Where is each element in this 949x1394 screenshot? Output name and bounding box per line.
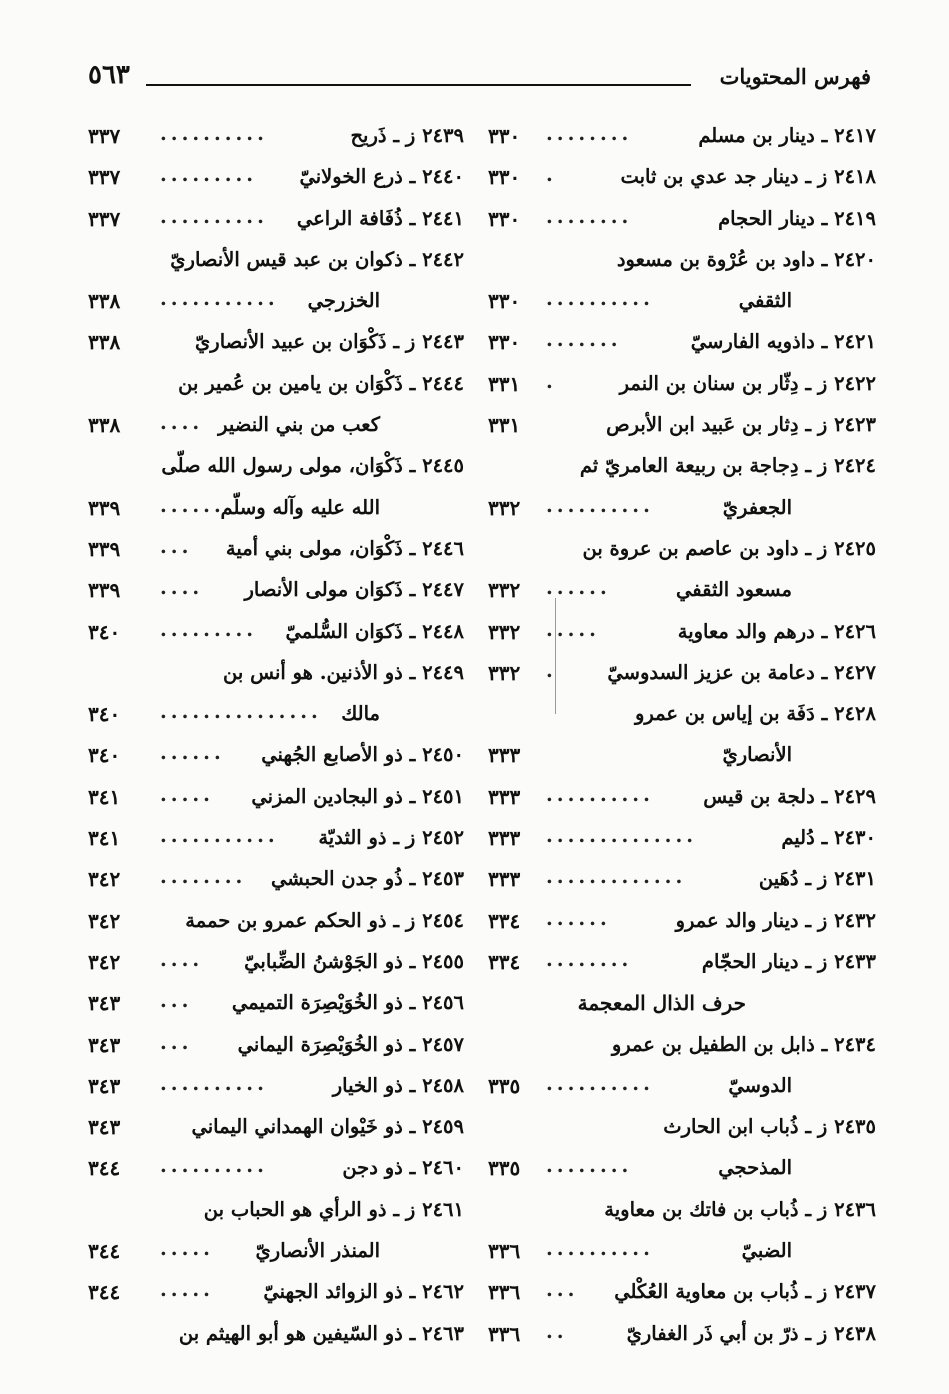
index-entry [488, 861, 876, 902]
page-reference: ٣٣٢ [488, 660, 521, 685]
page-reference: ٣٣٠ [488, 330, 521, 355]
entry-text: ٢٤١٨ ز ـ دينار جد عدي بن ثابت [620, 165, 876, 189]
page-reference: ٣٣٤ [488, 949, 521, 974]
entry-text: الثقفي [738, 289, 792, 313]
dot-leader: .......... [546, 287, 654, 311]
dot-leader: . [546, 369, 557, 393]
entry-text: ٢٤١٧ ـ دينار بن مسلم [698, 124, 876, 147]
page-reference: ٣٣١ [488, 413, 521, 438]
index-entry [488, 1192, 876, 1233]
dot-leader: ...... [546, 576, 611, 600]
page-reference: ٣٣٥ [488, 1156, 521, 1181]
page-reference: ٣٣٠ [488, 206, 521, 231]
index-entry [488, 1233, 876, 1274]
page-reference: ٣٣٣ [488, 784, 521, 809]
index-entry [88, 1068, 464, 1109]
entry-text: ٢٤٤٦ ـ ذَكْوَان، مولى بني أمية [225, 536, 464, 560]
entry-text: ٢٤٣٤ ـ ذابل بن الطفيل بن عمرو [611, 1032, 876, 1056]
dot-leader: ......... [160, 617, 258, 641]
entry-text: ٢٤٤١ ـ ذُفَافة الراعي [296, 206, 464, 230]
entry-text: ٢٤٦١ ز ـ ذو الرأي هو الحباب بن [203, 1197, 464, 1221]
entry-text: ٢٤٤٩ ـ ذو الأذنين. هو أنس بن [223, 660, 464, 684]
entry-text: ٢٤٤٢ ـ ذكوان بن عبد قيس الأنصاريّ [170, 247, 464, 271]
index-entry [88, 1316, 464, 1357]
entry-text: المذحجي [718, 1156, 792, 1180]
index-entry [88, 1274, 464, 1315]
page-reference: ٣٣٩ [88, 578, 121, 603]
page-reference: ٣٤٣ [88, 1032, 121, 1057]
index-entry [488, 737, 876, 778]
entry-text: ٢٤٣٣ ز ـ دينار الحجّام [701, 949, 876, 973]
index-entry [88, 448, 464, 489]
dot-leader: ..... [160, 1278, 214, 1302]
entry-text: ٢٤٣٢ ز ـ دينار والد عمرو [675, 908, 876, 932]
page-reference: ٣٣٢ [488, 578, 521, 603]
dot-leader: .... [160, 576, 204, 600]
dot-leader: ... [546, 1278, 579, 1302]
page-reference: ٣٣٧ [88, 165, 121, 190]
index-entry [88, 366, 464, 407]
dot-leader: ..... [160, 1237, 214, 1261]
dot-leader: .. [546, 1319, 568, 1343]
dot-leader: ....... [546, 328, 622, 352]
dot-leader: .......... [546, 1237, 654, 1261]
entry-text: ٢٤٢٨ ـ دَفَة بن إياس بن عمرو [634, 702, 876, 726]
header-rule [146, 84, 691, 86]
entry-text: الجعفريّ [722, 495, 792, 519]
entry-text: ٢٤٤٤ ـ ذَكْوَان بن يامين بن عُمير بن [178, 371, 464, 395]
dot-leader: ............. [546, 865, 687, 889]
page-reference: ٣٤٢ [88, 867, 121, 892]
entry-text: ٢٤٢٣ ز ـ دِثار بن عَبيد ابن الأبرص [606, 413, 876, 437]
dot-leader: .......... [160, 122, 268, 145]
page-reference: ٣٣٩ [88, 495, 121, 520]
entry-text: ٢٤٢٥ ز ـ داود بن عاصم بن عروة بن [582, 536, 876, 560]
page-reference: ٣٣٦ [488, 1239, 521, 1264]
dot-leader: .... [160, 411, 204, 435]
entry-text: الضبيّ [741, 1239, 792, 1263]
dot-leader: ........ [546, 1154, 633, 1178]
page-reference: ٣٣٣ [488, 826, 521, 851]
entry-text: ٢٤٥٥ ـ ذو الجَوْشنُ الضِّبابيّ [244, 949, 464, 973]
entry-text: ٢٤٣٦ ز ـ ذُباب بن فاتك بن معاوية [604, 1197, 876, 1221]
entry-text: ٢٤٣١ ز ـ دُهَين [758, 867, 876, 891]
index-entry [88, 696, 464, 737]
index-entry [488, 1068, 876, 1109]
entry-text: ٢٤٣٧ ز ـ ذُباب بن معاوية العُكْلي [614, 1280, 876, 1304]
page-number: ٥٦٣ [88, 60, 130, 90]
page-reference: ٣٤٤ [88, 1280, 121, 1305]
page-reference: ٣٣٥ [488, 1073, 521, 1098]
dot-leader: ...... [160, 741, 225, 765]
page-reference: ٣٤٤ [88, 1239, 121, 1264]
index-entry [88, 242, 464, 283]
entry-text: ٢٤٤٣ ز ـ ذَكْوَان بن عبيد الأنصاريّ [195, 330, 464, 354]
page-reference: ٣٣٤ [488, 908, 521, 933]
page-reference: ٣٣٧ [88, 206, 121, 231]
index-entry [88, 283, 464, 324]
index-entry [488, 531, 876, 572]
page-reference: ٣٤٣ [88, 1115, 121, 1140]
entry-text: ٢٤٢١ ـ داذويه الفارسيّ [690, 330, 876, 354]
page-reference: ٣٤٤ [88, 1156, 121, 1181]
entry-text: مسعود الثقفي [675, 578, 792, 602]
dot-leader: . [546, 658, 557, 682]
entry-text: ٢٤٥٣ ـ ذُو جدن الحبشي [271, 867, 464, 891]
index-entry [488, 820, 876, 861]
entry-text: ٢٤٢٩ ـ دلجة بن قيس [703, 784, 876, 808]
page-reference: ٣٤٠ [88, 743, 121, 768]
index-entry [488, 614, 876, 655]
entry-text: ٢٤٥١ ـ ذو البجادين المزني [251, 784, 464, 808]
page-reference: ٣٤٠ [88, 702, 121, 727]
page-reference: ٣٣٩ [88, 536, 121, 561]
entry-text: ٢٤٤٠ ـ ذرع الخولانيّ [299, 165, 464, 189]
index-entry [88, 614, 464, 655]
index-entry [88, 324, 464, 365]
scan-crease-line [555, 598, 556, 714]
page-reference: ٣٣٧ [88, 124, 121, 148]
page-reference: ٣٣٢ [488, 619, 521, 644]
index-entry [488, 366, 876, 407]
entry-text: ٢٤٣٨ ز ـ ذرّ بن أبي ذَر الغفاريّ [626, 1321, 876, 1345]
section-heading [488, 985, 876, 1026]
dot-leader: ... [160, 534, 193, 558]
index-entry [488, 324, 876, 365]
index-entry [488, 407, 876, 448]
index-entry [88, 201, 464, 242]
entry-text: ٢٤٥٧ ـ ذو الخُوَيْصِرَة اليماني [237, 1032, 464, 1056]
dot-leader: ........ [160, 865, 247, 889]
index-entry [88, 572, 464, 613]
dot-leader: ...... [160, 493, 225, 517]
page-reference: ٣٤٠ [88, 619, 121, 644]
section-heading-text: حرف الذال المعجمة [577, 991, 746, 1016]
index-entry [488, 779, 876, 820]
dot-leader: ........ [546, 204, 633, 228]
index-entry [88, 737, 464, 778]
index-entry [488, 283, 876, 324]
entry-text: ٢٤٥٤ ز ـ ذو الحكم عمرو بن حممة [185, 908, 464, 932]
page-reference: ٣٣١ [488, 371, 521, 396]
index-entry [88, 820, 464, 861]
dot-leader: ......... [160, 163, 258, 187]
entry-text: ٢٤٣٠ ـ دُليم [781, 826, 876, 850]
page-reference: ٣٣٠ [488, 289, 521, 314]
entry-text: الدوسيّ [728, 1073, 792, 1097]
entry-text: ٢٤٣٩ ز ـ ذَريح [350, 124, 464, 147]
dot-leader: ..... [546, 617, 600, 641]
dot-leader: ... [160, 1030, 193, 1054]
page-reference: ٣٣٦ [488, 1280, 521, 1305]
page-reference: ٣٤٣ [88, 1073, 121, 1098]
entry-text: مالك [341, 702, 380, 726]
dot-leader: ..... [160, 782, 214, 806]
index-entry [88, 490, 464, 531]
entry-text: ٢٤٦٣ ـ ذو السّيفين هو أبو الهيثم بن [178, 1321, 464, 1345]
index-entry [88, 1233, 464, 1274]
index-entry [88, 1109, 464, 1150]
index-entry [488, 448, 876, 489]
page-reference: ٣٣٠ [488, 165, 521, 190]
entry-text: ٢٤٥٠ ـ ذو الأصابع الجُهني [261, 743, 464, 767]
entry-text: ٢٤٣٥ ز ـ ذُباب ابن الحارث [663, 1115, 876, 1139]
entry-text: ٢٤٦٢ ـ ذو الزوائد الجهنيّ [263, 1280, 464, 1304]
dot-leader: .......... [160, 1071, 268, 1095]
index-entry [488, 201, 876, 242]
entry-text: ٢٤١٩ ـ دينار الحجام [718, 206, 876, 230]
entry-text: الله عليه وآله وسلّم [220, 495, 380, 519]
running-title: فهرس المحتويات [719, 64, 871, 89]
index-entry [488, 1316, 876, 1357]
index-entry [488, 903, 876, 944]
index-entry [88, 985, 464, 1026]
dot-leader: . [546, 163, 557, 187]
index-entry [488, 572, 876, 613]
dot-leader: ........... [160, 824, 279, 848]
entry-text: ٢٤٥٩ ـ ذو خَيْوان الهمداني اليماني [191, 1115, 464, 1139]
index-entry [488, 1027, 876, 1068]
entry-text: ٢٤٢٢ ز ـ دِثّار بن سنان بن النمر [619, 371, 876, 395]
entry-text: ٢٤٢٤ ز ـ دِجاجة بن ربيعة العامريّ ثم [579, 454, 876, 478]
index-entry [488, 159, 876, 200]
index-entry [88, 1192, 464, 1233]
index-entry [88, 779, 464, 820]
dot-leader: .... [160, 947, 204, 971]
index-entry [88, 531, 464, 572]
entry-text: ٢٤٥٦ ـ ذو الخُوَيْصِرَة التميمي [231, 991, 464, 1015]
index-entry [88, 407, 464, 448]
index-entry [488, 1274, 876, 1315]
index-entry [88, 903, 464, 944]
entry-text: كعب من بني النضير [218, 413, 380, 437]
index-column-left [88, 118, 464, 1358]
page-reference: ٣٣٨ [88, 413, 121, 438]
entry-text: المنذر الأنصاريّ [255, 1239, 380, 1263]
page-reference: ٣٣٢ [488, 495, 521, 520]
entry-text: ٢٤٤٨ ـ ذَكوَان السُّلميّ [285, 619, 464, 643]
index-entry [488, 1150, 876, 1191]
index-entry [488, 242, 876, 283]
page-reference: ٣٣٨ [88, 330, 121, 355]
index-entry [488, 1109, 876, 1150]
index-entry [488, 118, 876, 159]
page-reference: ٣٤٢ [88, 949, 121, 974]
index-entry [88, 118, 464, 159]
entry-text: الأنصاريّ [722, 743, 792, 767]
index-column-right [488, 118, 876, 1358]
dot-leader: ............... [160, 700, 322, 724]
dot-leader: ...... [546, 906, 611, 930]
entry-text: ٢٤٢٧ ـ دعامة بن عزيز السدوسيّ [607, 660, 876, 684]
dot-leader: .......... [546, 782, 654, 806]
entry-text: ٢٤٥٢ ز ـ ذو الثديّة [318, 826, 464, 850]
entry-text: ٢٤٢٠ ـ داود بن عُرْوة بن مسعود [616, 247, 876, 271]
dot-leader: .......... [160, 204, 268, 228]
page-header [88, 58, 871, 98]
index-entry [88, 159, 464, 200]
entry-text: الخزرجي [307, 289, 380, 313]
entry-text: ٢٤٢٦ ـ درهم والد معاوية [677, 619, 876, 643]
page-reference: ٣٣٣ [488, 743, 521, 768]
index-entry [88, 655, 464, 696]
entry-text: ٢٤٥٨ ـ ذو الخيار [332, 1073, 464, 1097]
page-reference: ٣٤٢ [88, 908, 121, 933]
dot-leader: ........ [546, 122, 633, 145]
page-reference: ٣٣٠ [488, 124, 521, 148]
index-entry [88, 861, 464, 902]
entry-text: ٢٤٤٧ ـ ذَكوَان مولى الأنصار [244, 578, 464, 602]
dot-leader: .............. [546, 824, 698, 848]
dot-leader: .......... [160, 1154, 268, 1178]
dot-leader: .......... [546, 1071, 654, 1095]
entry-text: ٢٤٤٥ ـ ذَكْوَان، مولى رسول الله صلّى [161, 454, 464, 478]
index-entry [488, 696, 876, 737]
page-reference: ٣٣٨ [88, 289, 121, 314]
page-reference: ٣٤١ [88, 826, 121, 851]
index-entry [88, 1027, 464, 1068]
index-entry [488, 944, 876, 985]
dot-leader: ........ [546, 947, 633, 971]
page-reference: ٣٤٣ [88, 991, 121, 1016]
index-entry [488, 490, 876, 531]
dot-leader: .......... [546, 493, 654, 517]
index-entry [488, 655, 876, 696]
index-entry [88, 1150, 464, 1191]
index-entry [88, 944, 464, 985]
page-reference: ٣٣٣ [488, 867, 521, 892]
dot-leader: ........... [160, 287, 279, 311]
page-reference: ٣٤١ [88, 784, 121, 809]
dot-leader: ... [160, 989, 193, 1013]
page-reference: ٣٣٦ [488, 1321, 521, 1346]
entry-text: ٢٤٦٠ ـ ذو دجن [342, 1156, 464, 1180]
